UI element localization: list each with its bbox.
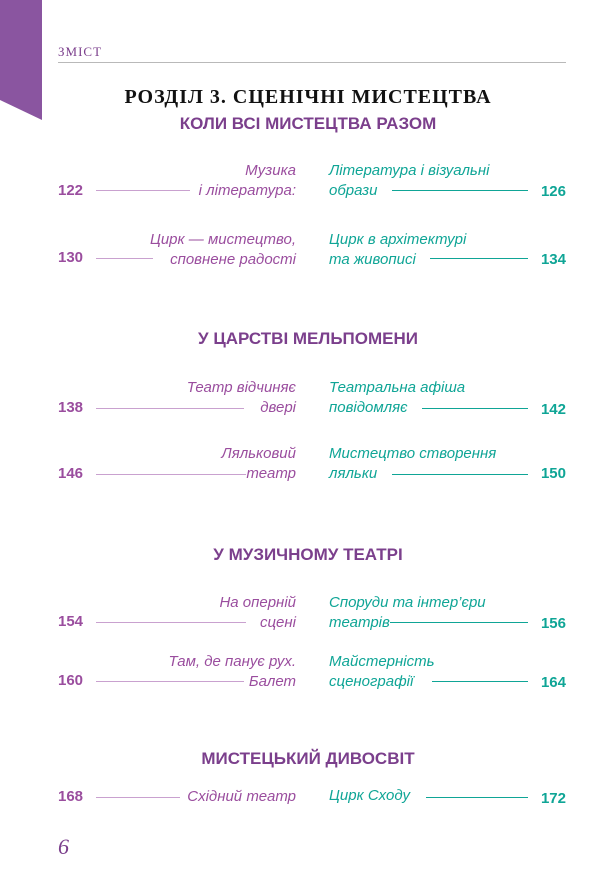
section-title: У МУЗИЧНОМУ ТЕАТРІ (213, 545, 403, 564)
toc-page-number[interactable]: 142 (540, 401, 566, 418)
toc-page-number[interactable]: 138 (58, 399, 84, 416)
toc-page-number[interactable]: 130 (58, 249, 84, 266)
toc-entry-title[interactable]: Театральна афіша повідомляє (329, 379, 466, 416)
page-number: 6 (58, 834, 69, 859)
toc-page-number[interactable]: 154 (58, 613, 84, 630)
toc-page-number[interactable]: 134 (540, 251, 566, 268)
leader-line (96, 622, 246, 623)
leader-line (96, 190, 190, 191)
toc-entry-title[interactable]: Цирк — мистецтво, сповнене радості (149, 231, 296, 268)
toc-entry-title[interactable]: Ляльковий театр (221, 445, 296, 482)
leader-line (430, 258, 528, 259)
toc-page-number[interactable]: 126 (540, 183, 566, 200)
leader-line (432, 681, 528, 682)
leader-line (390, 622, 528, 623)
leader-line (422, 408, 528, 409)
chapter-title: РОЗДІЛ 3. СЦЕНІЧНІ МИСТЕЦТВА (124, 86, 492, 108)
leader-line (96, 408, 244, 409)
leader-line (392, 474, 528, 475)
leader-line (96, 797, 180, 798)
toc-entry-title[interactable]: Цирк Сходу (329, 787, 410, 804)
toc-page-number[interactable]: 150 (540, 465, 566, 482)
section-title: МИСТЕЦЬКИЙ ДИВОСВІТ (201, 749, 415, 768)
toc-page-number[interactable]: 172 (540, 790, 566, 807)
toc-page-number[interactable]: 156 (540, 615, 566, 632)
toc-entry-title[interactable]: Мистецтво створення ляльки (329, 445, 497, 482)
leader-line (96, 258, 153, 259)
toc-page-number[interactable]: 160 (58, 672, 84, 689)
toc-page-number[interactable]: 164 (540, 674, 566, 691)
toc-entry-title[interactable]: На оперній сцені (219, 594, 296, 631)
toc-entry-title[interactable]: Цирк в архітектурі та живописі (329, 231, 467, 268)
toc-entry-title[interactable]: Східний театр (187, 788, 296, 805)
toc-entry-title[interactable]: Музика і література: (198, 162, 296, 199)
leader-line (96, 474, 246, 475)
toc-page-number[interactable]: 122 (58, 182, 84, 199)
leader-line (96, 681, 244, 682)
header-label: ЗМІСТ (58, 44, 103, 59)
toc-entry-title[interactable]: Споруди та інтер’єри театрів (329, 594, 486, 631)
section-title: У ЦАРСТВІ МЕЛЬПОМЕНИ (198, 329, 418, 348)
leader-line (426, 797, 528, 798)
toc-page-number[interactable]: 146 (58, 465, 84, 482)
toc-entry-title[interactable]: Театр відчиняє двері (186, 379, 296, 416)
leader-line (392, 190, 528, 191)
toc-entry-title[interactable]: Література і візуальні образи (329, 162, 490, 199)
section-title: КОЛИ ВСІ МИСТЕЦТВА РАЗОМ (179, 114, 437, 133)
toc-entry-title[interactable]: Там, де панує рух. Балет (168, 653, 296, 690)
header-divider (58, 62, 566, 63)
toc-page-number[interactable]: 168 (58, 788, 84, 805)
toc-entry-title[interactable]: Майстерність сценографії (329, 653, 435, 690)
